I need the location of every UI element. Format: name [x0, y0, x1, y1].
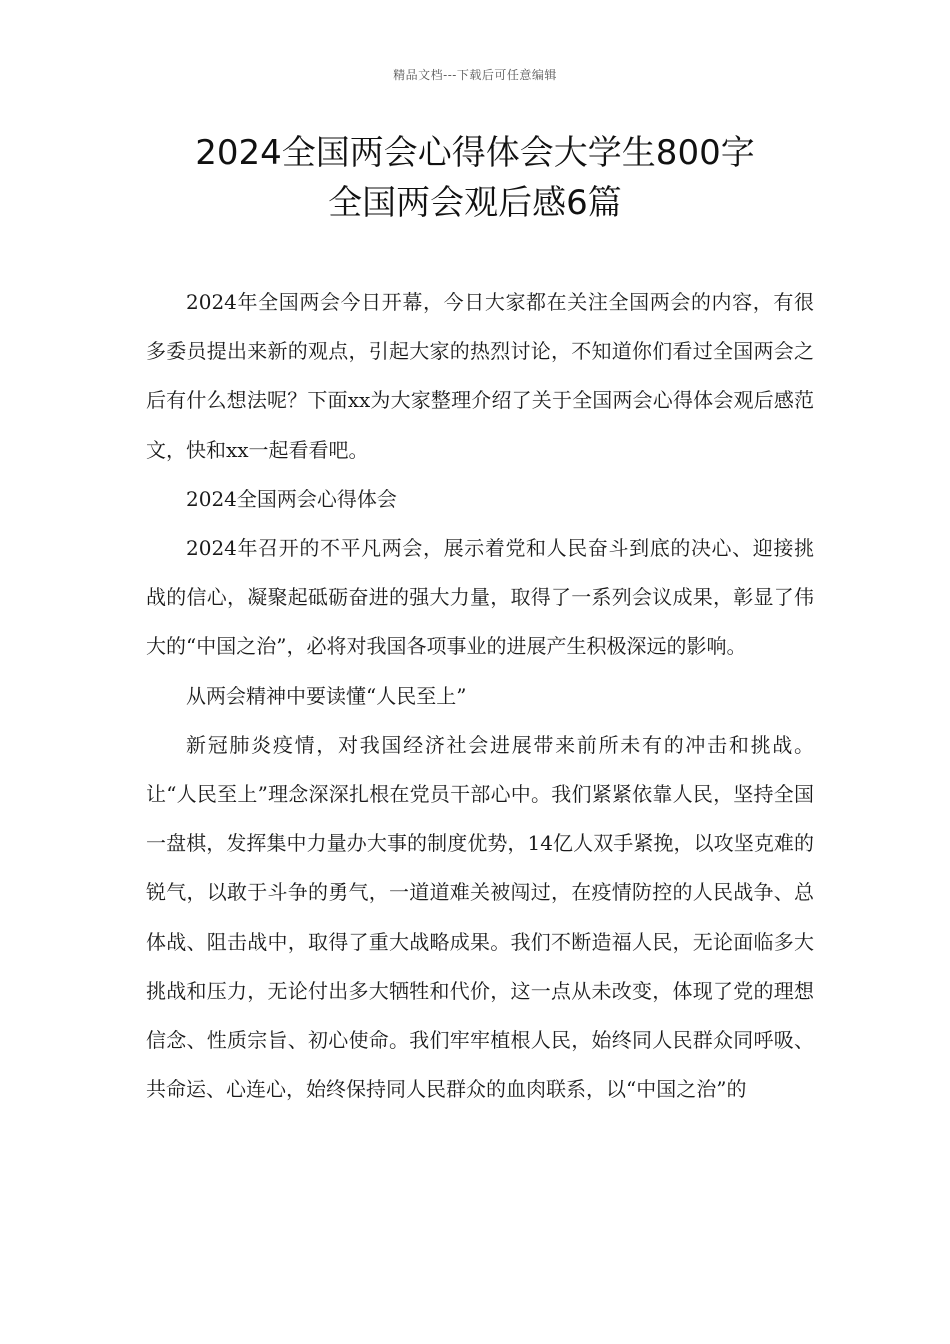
document-body: [146, 278, 814, 1114]
intro-paragraph: 2024年全国两会今日开幕，今日大家都在关注全国两会的内容，有很多委员提出来新的观点，引起大家的热烈讨论，不知道你们看过全国两会之后有什么想法呢？下面xx为大家整理介绍了关于全国两会心得体会观后感范文，快和xx一起看看吧。: [146, 290, 814, 462]
document-title: [100, 128, 850, 228]
title-line-2: 全国两会观后感6篇: [328, 183, 622, 223]
body-paragraph: 新冠肺炎疫情，对我国经济社会进展带来前所未有的冲击和挑战。让“人民至上”理念深深扎根在党员干部心中。我们紧紧依靠人民，坚持全国一盘棋，发挥集中力量办大事的制度优势，14亿人双手紧挽，以攻坚克难的锐气，以敢于斗争的勇气，一道道难关被闯过，在疫情防控的人民战争、总体战、阻击战中，取得了重大战略成果。我们不断造福人民，无论面临多大挑战和压力，无论付出多大牺牲和代价，这一点从未改变，体现了党的理想信念、性质宗旨、初心使命。我们牢牢植根人民，始终同人民群众同呼吸、共命运、心连心，始终保持同人民群众的血肉联系，以“中国之治”的: [146, 732, 814, 1102]
body-paragraph: 2024年召开的不平凡两会，展示着党和人民奋斗到底的决心、迎接挑战的信心，凝聚起砥砺奋进的强大力量，取得了一系列会议成果，彰显了伟大的“中国之治”，必将对我国各项事业的进展产生积极深远的影响。: [146, 536, 814, 659]
subsection-heading: 从两会精神中要读懂“人民至上”: [186, 683, 467, 708]
title-line-1: 2024全国两会心得体会大学生800字: [195, 133, 755, 173]
page-header: 精品文档---下载后可任意编辑: [393, 68, 557, 82]
section-heading: 2024全国两会心得体会: [186, 486, 397, 511]
